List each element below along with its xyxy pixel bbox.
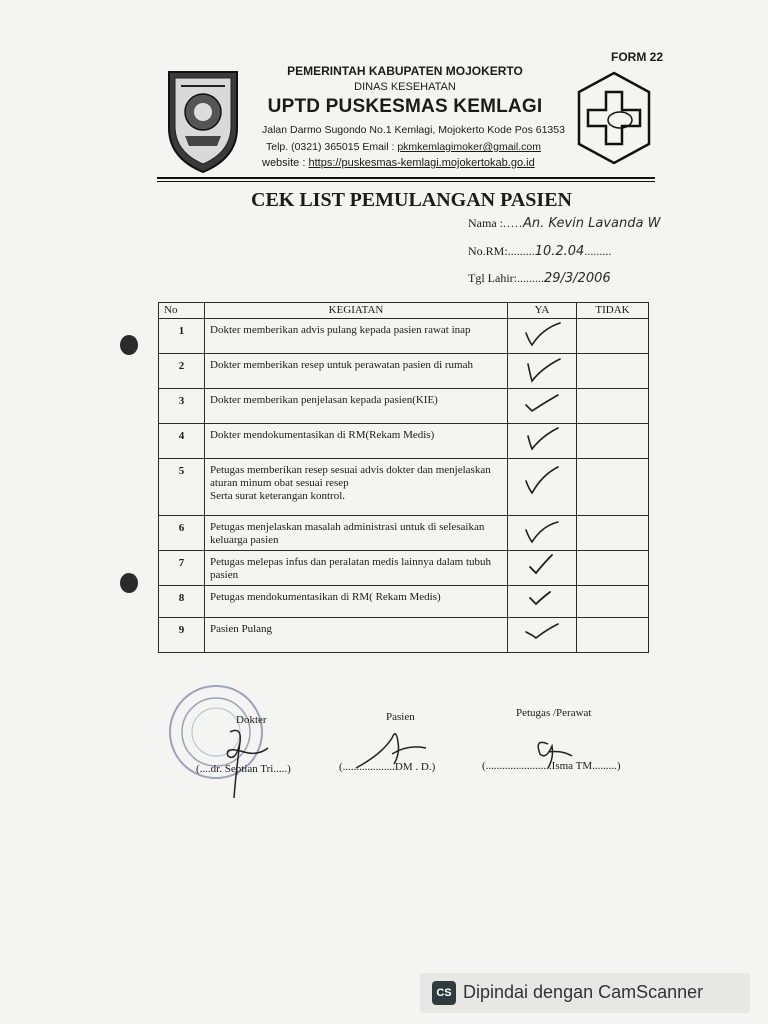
nurse-label: Petugas /Perawat bbox=[516, 707, 592, 719]
checkmark-icon bbox=[520, 424, 564, 454]
col-header-no: No bbox=[159, 303, 205, 319]
row-number: 6 bbox=[159, 516, 205, 551]
doctor-signature-icon bbox=[210, 722, 280, 802]
activity-line: Serta surat keterangan kontrol. bbox=[210, 490, 346, 502]
puskesmas-cross-logo-icon bbox=[576, 70, 652, 166]
checkmark-icon bbox=[520, 516, 564, 546]
table-row bbox=[159, 586, 649, 618]
activity-line: Petugas melepas infus dan peralatan medis lainnya dalam tubuh bbox=[210, 556, 492, 568]
birth-date-value: 29/3/2006 bbox=[543, 271, 611, 286]
col-header-tidak: TIDAK bbox=[577, 303, 649, 319]
row-number: 7 bbox=[159, 551, 205, 586]
doctor-label: Dokter bbox=[236, 714, 267, 726]
row-activity bbox=[205, 459, 508, 516]
table-row bbox=[159, 354, 649, 389]
table-header-row bbox=[159, 303, 649, 319]
yes-cell[interactable] bbox=[508, 618, 577, 653]
tidak-cell[interactable] bbox=[577, 389, 649, 424]
tidak-cell[interactable] bbox=[577, 424, 649, 459]
row-number: 1 bbox=[159, 319, 205, 354]
rm-number-label: No.RM: bbox=[468, 244, 508, 258]
doctor-name: (....dr. Septian Tri.....) bbox=[196, 763, 291, 775]
row-number: 9 bbox=[159, 618, 205, 653]
table-row bbox=[159, 618, 649, 653]
camscanner-logo-icon: CS bbox=[432, 981, 456, 1005]
nurse-name: (........................Isma TM.........) bbox=[482, 760, 621, 772]
row-activity bbox=[205, 551, 508, 586]
yes-cell[interactable] bbox=[508, 424, 577, 459]
checkmark-icon bbox=[520, 354, 564, 384]
table-row bbox=[159, 551, 649, 586]
mojokerto-regency-emblem-icon bbox=[163, 66, 243, 176]
yes-cell[interactable] bbox=[508, 319, 577, 354]
contact-line bbox=[266, 141, 541, 153]
col-header-activity: KEGIATAN bbox=[205, 303, 508, 319]
patient-name-value: An. Kevin Lavanda W bbox=[523, 216, 661, 231]
row-number: 8 bbox=[159, 586, 205, 618]
checkmark-icon bbox=[520, 459, 564, 499]
patient-name: (...................DM . D.) bbox=[339, 761, 436, 773]
row-number: 3 bbox=[159, 389, 205, 424]
yes-cell[interactable] bbox=[508, 586, 577, 618]
rm-number-value: 10.2.04 bbox=[534, 244, 585, 259]
rm-number-field: No.RM:.........10.2.04......... bbox=[468, 244, 612, 259]
checkmark-icon bbox=[520, 618, 564, 648]
checkmark-icon bbox=[520, 551, 564, 581]
row-number: 5 bbox=[159, 459, 205, 516]
row-activity: Dokter memberikan advis pulang kepada pasien rawat inap bbox=[205, 319, 508, 354]
tidak-cell[interactable] bbox=[577, 354, 649, 389]
header-rule-thick bbox=[157, 177, 655, 179]
government-name: PEMERINTAH KABUPATEN MOJOKERTO bbox=[287, 64, 523, 78]
tidak-cell[interactable] bbox=[577, 459, 649, 516]
row-activity: Dokter mendokumentasikan di RM(Rekam Medis) bbox=[205, 424, 508, 459]
row-activity: Dokter memberikan penjelasan kepada pasien(KIE) bbox=[205, 389, 508, 424]
punch-hole-bottom bbox=[120, 573, 138, 593]
checklist-table bbox=[158, 302, 649, 653]
table-row bbox=[159, 389, 649, 424]
checkmark-icon bbox=[520, 389, 564, 419]
telp-email-label: Telp. (0321) 365015 Email : bbox=[266, 141, 398, 153]
row-activity: Pasien Pulang bbox=[205, 618, 508, 653]
yes-cell[interactable] bbox=[508, 389, 577, 424]
col-header-yes: YA bbox=[508, 303, 577, 319]
tidak-cell[interactable] bbox=[577, 319, 649, 354]
yes-cell[interactable] bbox=[508, 551, 577, 586]
email-link[interactable]: pkmkemlagimoker@gmail.com bbox=[397, 141, 542, 153]
table-row bbox=[159, 459, 649, 516]
birth-date-label: Tgl Lahir: bbox=[468, 271, 517, 285]
patient-label: Pasien bbox=[386, 711, 415, 723]
row-activity: Petugas mendokumentasikan di RM( Rekam Medis) bbox=[205, 586, 508, 618]
table-row bbox=[159, 516, 649, 551]
form-number: FORM 22 bbox=[611, 50, 664, 64]
page-title: CEK LIST PEMULANGAN PASIEN bbox=[251, 189, 572, 211]
row-number: 4 bbox=[159, 424, 205, 459]
patient-name-field: Nama :.....An. Kevin Lavanda W bbox=[468, 216, 661, 231]
activity-line: pasien bbox=[210, 569, 239, 581]
table-row bbox=[159, 424, 649, 459]
tidak-cell[interactable] bbox=[577, 551, 649, 586]
activity-line: aturan minum obat sesuai resep bbox=[210, 477, 349, 489]
activity-line: keluarga pasien bbox=[210, 534, 279, 546]
website-label: website : bbox=[262, 157, 309, 169]
yes-cell[interactable] bbox=[508, 516, 577, 551]
activity-line: Petugas memberikan resep sesuai advis dokter dan menjelaskan bbox=[210, 464, 491, 476]
scanner-text: Dipindai dengan CamScanner bbox=[463, 982, 704, 1002]
tidak-cell[interactable] bbox=[577, 618, 649, 653]
website-link[interactable]: https://puskesmas-kemlagi.mojokertokab.go.id bbox=[308, 157, 535, 169]
patient-name-label: Nama : bbox=[468, 216, 503, 230]
birth-date-field: Tgl Lahir:.........29/3/2006 bbox=[468, 271, 611, 286]
yes-cell[interactable] bbox=[508, 459, 577, 516]
tidak-cell[interactable] bbox=[577, 516, 649, 551]
checkmark-icon bbox=[520, 319, 564, 349]
punch-hole-top bbox=[120, 335, 138, 355]
activity-line: Petugas menjelaskan masalah administrasi untuk di selesaikan bbox=[210, 521, 485, 533]
website-line bbox=[262, 157, 535, 169]
checkmark-icon bbox=[520, 586, 564, 612]
yes-cell[interactable] bbox=[508, 354, 577, 389]
organization-name: UPTD PUSKESMAS KEMLAGI bbox=[267, 96, 543, 117]
address: Jalan Darmo Sugondo No.1 Kemlagi, Mojokerto Kode Pos 61353 bbox=[262, 124, 565, 136]
table-row bbox=[159, 319, 649, 354]
tidak-cell[interactable] bbox=[577, 586, 649, 618]
header-rule-thin bbox=[157, 181, 655, 182]
department-name: DINAS KESEHATAN bbox=[354, 81, 456, 93]
row-activity: Dokter memberikan resep untuk perawatan pasien di rumah bbox=[205, 354, 508, 389]
row-activity bbox=[205, 516, 508, 551]
row-number: 2 bbox=[159, 354, 205, 389]
